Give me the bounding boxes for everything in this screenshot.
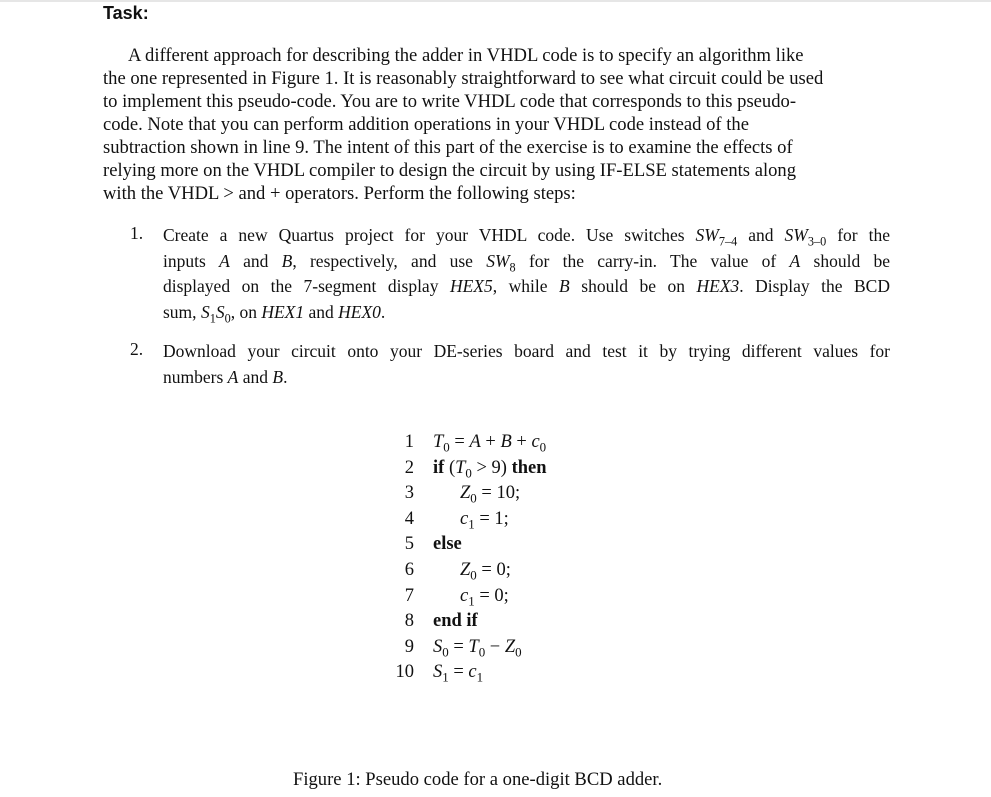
step-line: Download your circuit onto your DE-series board and test it by trying different values for	[163, 341, 890, 361]
step-line: displayed on the 7-segment display HEX5, while B should be on HEX3. Display the BCD	[163, 276, 890, 296]
line-number: 4	[404, 508, 414, 529]
step-text	[163, 223, 890, 325]
line-number: 7	[404, 585, 414, 606]
steps-list	[130, 223, 890, 390]
intro-line: the one represented in Figure 1. It is reasonably straightforward to see what circuit could be used	[103, 68, 824, 89]
step-number: 1.	[130, 223, 144, 243]
intro-paragraph	[103, 44, 893, 205]
step-line: numbers A and B.	[163, 366, 288, 387]
line-number: 8	[404, 611, 414, 632]
figure-caption: Figure 1: Pseudo code for a one-digit BCD adder.	[293, 769, 663, 790]
step-line: inputs A and B, respectively, and use $SW_8$ for the carry-in. The value of A should be	[163, 250, 890, 274]
task-heading: Task:	[103, 3, 149, 23]
line-number: 3	[404, 483, 414, 504]
intro-line: with the VHDL > and + operators. Perform the following steps:	[103, 183, 576, 204]
intro-line: relying more on the VHDL compiler to design the circuit by using IF-ELSE statements along	[103, 160, 796, 181]
line-number: 9	[404, 636, 414, 657]
top-divider	[0, 0, 991, 2]
intro-line: to implement this pseudo-code. You are to write VHDL code that corresponds to this pseudo-	[103, 91, 797, 112]
step-text	[163, 339, 890, 390]
intro-line: A different approach for describing the adder in VHDL code is to specify an algorithm like	[128, 45, 804, 66]
line-number: 10	[395, 662, 414, 683]
intro-line: subtraction shown in line 9. The intent of this part of the exercise is to examine the effects of	[103, 137, 793, 158]
line-number: 6	[404, 559, 414, 580]
line-number: 2	[404, 457, 414, 478]
line-number: 1	[404, 432, 414, 452]
step-line: Create a new Quartus project for your VHDL code. Use switches $SW_{7-4}$ and $SW_{3-0}$ for the	[163, 225, 891, 249]
line-number: 5	[404, 534, 414, 555]
step-line: sum, $S_1S_0$, on HEX1 and HEX0.	[163, 301, 386, 325]
step-item-1	[130, 223, 890, 325]
step-item-2	[130, 339, 890, 390]
step-number: 2.	[130, 339, 144, 359]
intro-line: code. Note that you can perform addition operations in your VHDL code instead of the	[103, 114, 749, 135]
